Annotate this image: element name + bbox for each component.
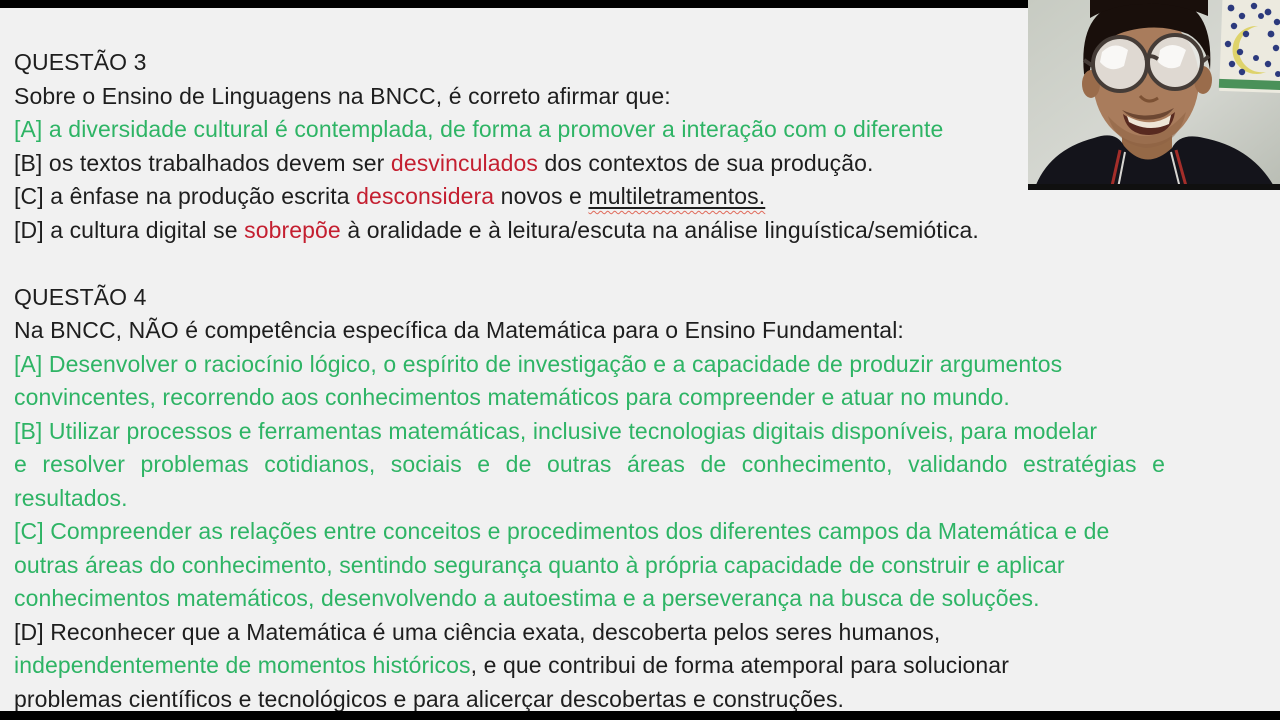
spacer-line (14, 247, 1280, 281)
option-label: [B] (14, 149, 43, 176)
option-label: [C] (14, 183, 44, 209)
questao4-option-b-line3 (14, 482, 1280, 516)
questao4-title (14, 281, 1280, 315)
questao4-option-c-line3 (14, 582, 1280, 616)
questao4-option-c-line2 (14, 549, 1280, 583)
option-text: conhecimentos matemáticos, desenvolvendo a autoestima e a perseverança na busca de soluções. (14, 585, 1040, 611)
letterbox-bar-bottom (0, 711, 1280, 720)
option-text: novos e (500, 183, 582, 209)
questao4-option-b-line2 (14, 448, 1280, 482)
questao3-option-d (14, 214, 1280, 248)
underlined-word (588, 183, 765, 209)
questao4-option-a-line1 (14, 348, 1280, 382)
option-text: convincentes, recorrendo aos conhecimentos matemáticos para compreender e atuar no mundo. (14, 384, 1010, 410)
webcam-bottom-edge (1028, 184, 1280, 190)
option-label: [B] (14, 417, 43, 444)
option-text: resultados. (14, 484, 128, 511)
option-text: Desenvolver o raciocínio lógico, o espírito de investigação e a capacidade de produzir argumentos (48, 350, 1063, 377)
option-label: [D] (14, 618, 44, 645)
highlight-green: independentemente de momentos históricos (14, 652, 471, 678)
highlight-red: sobrepõe (244, 216, 341, 243)
questao4-option-b-line1 (14, 415, 1280, 449)
option-label: [C] (14, 518, 44, 544)
option-text: , e que contribui de forma atemporal para solucionar (470, 652, 1009, 678)
option-label: [A] (14, 350, 43, 377)
questao4-option-c-line1 (14, 515, 1280, 549)
wall-artwork (1219, 0, 1280, 93)
option-text: Reconhecer que a Matemática é uma ciência exata, descoberta pelos seres humanos, (50, 618, 941, 645)
option-text: dos contextos de sua produção. (544, 149, 874, 176)
option-label: [A] (14, 116, 43, 142)
option-text: e resolver problemas cotidianos, sociais e de outras áreas de conhecimento, validando estratégias e (14, 451, 1165, 477)
questao3-title-text: QUESTÃO 3 (14, 49, 147, 75)
option-text: problemas científicos e tecnológicos e para alicerçar descobertas e construções. (14, 685, 845, 712)
spellcheck-underline: multiletramentos. (588, 183, 766, 209)
option-text: outras áreas do conhecimento, sentindo segurança quanto à própria capacidade de construir e aplicar (14, 551, 1065, 578)
option-label: [D] (14, 216, 44, 243)
option-text: a cultura digital se (50, 216, 238, 243)
questao4-intro-text: Na BNCC, NÃO é competência específica da Matemática para o Ensino Fundamental: (14, 317, 904, 343)
webcam-video (1028, 0, 1280, 190)
highlight-red: desconsidera (356, 183, 495, 209)
questao4-intro (14, 314, 1280, 348)
option-text: Compreender as relações entre conceitos e procedimentos dos diferentes campos da Matemática e de (50, 518, 1110, 544)
webcam-overlay (1028, 0, 1280, 190)
questao4-option-a-line2 (14, 381, 1280, 415)
questao3-intro-text: Sobre o Ensino de Linguagens na BNCC, é correto afirmar que: (14, 82, 671, 109)
option-text: a diversidade cultural é contemplada, de forma a promover a interação com o diferente (48, 116, 944, 142)
option-text: os textos trabalhados devem ser (48, 149, 385, 176)
highlight-red: desvinculados (390, 149, 538, 176)
questao4-option-d-line1 (14, 616, 1280, 650)
option-text: à oralidade e à leitura/escuta na análise linguística/semiótica. (347, 216, 979, 243)
option-text: a ênfase na produção escrita (50, 183, 350, 209)
questao4-title-text: QUESTÃO 4 (14, 283, 147, 310)
option-text: Utilizar processos e ferramentas matemáticas, inclusive tecnologias digitais disponíveis, para modelar (48, 417, 1098, 444)
questao4-option-d-line2 (14, 649, 1280, 683)
